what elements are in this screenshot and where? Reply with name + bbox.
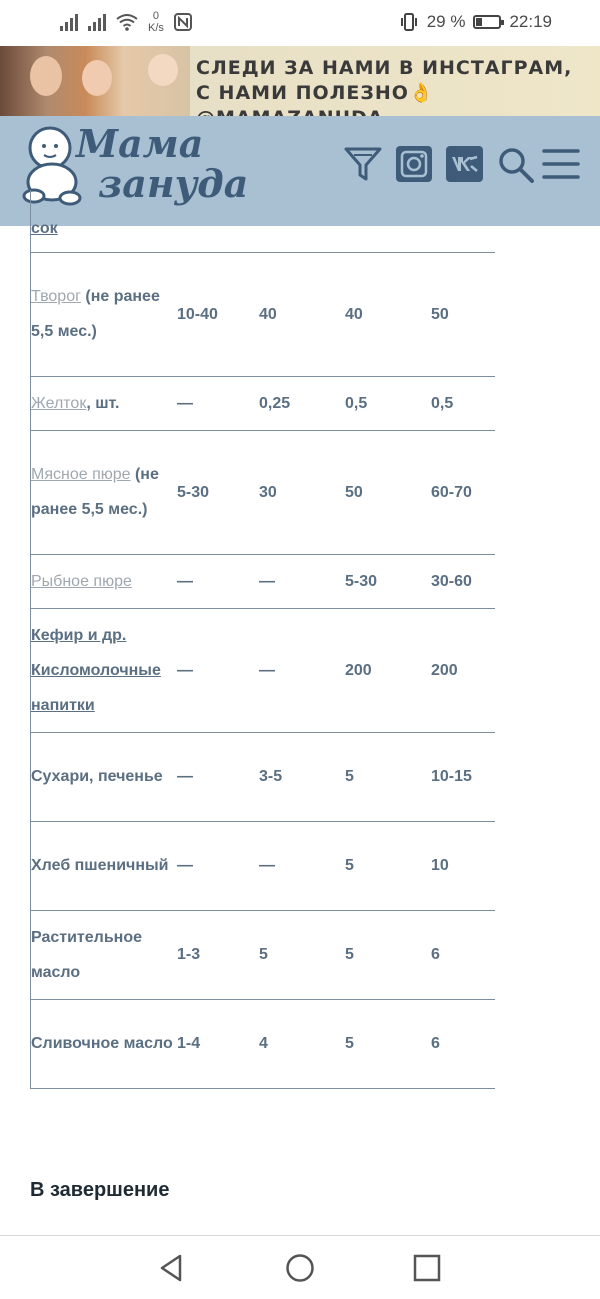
table-row <box>31 732 496 821</box>
home-icon[interactable] <box>285 1253 315 1283</box>
table-row <box>31 608 496 732</box>
table-cell <box>259 190 345 252</box>
table-row <box>31 554 496 608</box>
battery-icon <box>473 15 501 29</box>
amount-cell: — <box>177 376 259 430</box>
amount-cell: — <box>177 732 259 821</box>
table-row <box>31 430 496 554</box>
food-name-cell <box>31 821 178 910</box>
amount-cell: 50 <box>345 430 431 554</box>
menu-icon[interactable] <box>542 146 580 182</box>
table-row <box>31 821 496 910</box>
amount-cell: 0,25 <box>259 376 345 430</box>
amount-cell: 6 <box>431 910 495 999</box>
signal-icon <box>60 13 78 31</box>
food-name-cell <box>31 252 178 376</box>
food-name-cell <box>31 554 178 608</box>
amount-cell: 10-15 <box>431 732 495 821</box>
amount-cell: 0,5 <box>431 376 495 430</box>
amount-cell: 5 <box>345 821 431 910</box>
filter-icon[interactable] <box>344 146 382 182</box>
section-heading: В завершение <box>30 1179 170 1201</box>
amount-cell: 60-70 <box>431 430 495 554</box>
amount-cell: — <box>259 821 345 910</box>
food-link[interactable]: Желток <box>31 394 87 412</box>
amount-cell: 10-40 <box>177 252 259 376</box>
vibrate-icon <box>399 13 419 31</box>
table-cell <box>31 190 178 252</box>
food-link[interactable]: Рыбное пюре <box>31 572 132 590</box>
food-name: Сливочное масло <box>31 1035 173 1052</box>
amount-cell: 30 <box>259 430 345 554</box>
nfc-icon <box>174 13 192 31</box>
status-bar <box>0 0 600 46</box>
amount-cell: 1-4 <box>177 999 259 1088</box>
food-table <box>30 190 495 1089</box>
amount-cell: 0,5 <box>345 376 431 430</box>
amount-cell: 200 <box>431 608 495 732</box>
instagram-icon[interactable] <box>396 146 432 182</box>
table-row <box>31 190 496 252</box>
amount-cell: 200 <box>345 608 431 732</box>
logo-line-2: зануда <box>98 161 249 206</box>
amount-cell: 5 <box>345 732 431 821</box>
food-name: Растительное масло <box>31 928 142 981</box>
amount-cell: 50 <box>431 252 495 376</box>
vk-icon[interactable] <box>446 146 483 182</box>
amount-cell: 1-3 <box>177 910 259 999</box>
food-name-cell <box>31 999 178 1088</box>
amount-cell: — <box>259 608 345 732</box>
banner-photo <box>0 46 190 116</box>
amount-cell: — <box>259 554 345 608</box>
food-name-cell <box>31 430 178 554</box>
amount-cell: 40 <box>259 252 345 376</box>
table-row <box>31 376 496 430</box>
table-cell <box>177 190 259 252</box>
battery-percent: 29 % <box>426 12 466 31</box>
food-link[interactable]: Мясное пюре <box>31 466 131 483</box>
search-icon[interactable] <box>497 146 535 184</box>
amount-cell: 3-5 <box>259 732 345 821</box>
network-speed <box>148 10 164 34</box>
amount-cell: 5 <box>345 999 431 1088</box>
amount-cell: 5-30 <box>177 430 259 554</box>
food-name-cell <box>31 910 178 999</box>
speed-value: 0 <box>152 10 160 22</box>
banner-line-1: СЛЕДИ ЗА НАМИ В ИНСТАГРАМ, <box>196 57 573 79</box>
food-link[interactable]: сок <box>31 219 58 237</box>
table-cell <box>345 190 431 252</box>
amount-cell: 40 <box>345 252 431 376</box>
food-name-suffix: (не ранее 5,5 мес.) <box>31 288 160 340</box>
amount-cell: 30-60 <box>431 554 495 608</box>
wifi-icon <box>116 13 138 31</box>
signal-icon-2 <box>88 13 106 31</box>
amount-cell: 5-30 <box>345 554 431 608</box>
recents-icon[interactable] <box>413 1254 441 1282</box>
table-row <box>31 252 496 376</box>
amount-cell: — <box>177 608 259 732</box>
table-row <box>31 999 496 1088</box>
food-name: Хлеб пшеничный <box>31 857 169 874</box>
amount-cell: 5 <box>345 910 431 999</box>
amount-cell: — <box>177 821 259 910</box>
logo-line-1: Мама <box>76 121 204 166</box>
table-cell <box>431 190 495 252</box>
food-link[interactable]: Творог <box>31 288 81 305</box>
amount-cell: — <box>177 554 259 608</box>
food-name-cell <box>31 732 178 821</box>
article-content <box>0 219 600 1235</box>
amount-cell: 6 <box>431 999 495 1088</box>
food-link[interactable]: Кефир и др. Кисломолочные напитки <box>31 626 161 714</box>
food-name-cell <box>31 376 178 430</box>
instagram-banner[interactable] <box>0 46 600 116</box>
back-icon[interactable] <box>157 1253 185 1283</box>
food-name-suffix: (не ранее 5,5 мес.) <box>31 466 159 518</box>
banner-line-2: С НАМИ ПОЛЕЗНО👌 <box>196 82 434 104</box>
amount-cell: 4 <box>259 999 345 1088</box>
amount-cell: 10 <box>431 821 495 910</box>
food-name-suffix: , шт. <box>86 394 120 412</box>
food-name: Сухари, печенье <box>31 768 163 785</box>
table-row <box>31 910 496 999</box>
amount-cell: 5 <box>259 910 345 999</box>
food-name-cell <box>31 608 178 732</box>
clock: 22:19 <box>509 12 552 31</box>
system-nav-bar <box>0 1235 600 1299</box>
speed-unit: K/s <box>148 22 164 34</box>
